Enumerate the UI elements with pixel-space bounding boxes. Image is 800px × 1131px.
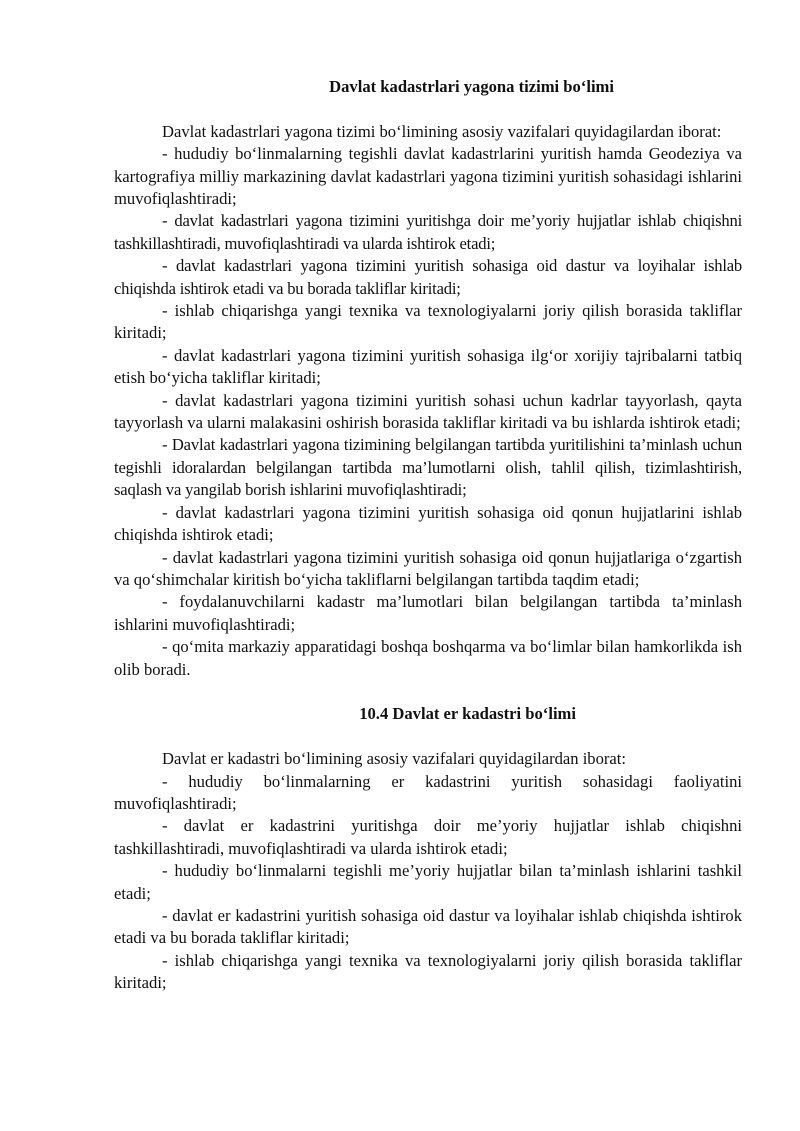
list-item: - davlat kadastrlari yagona tizimini yuritish sohasi uchun kadrlar tayyorlash, qayta tayyorlash va ularni malakasini oshirish borasida takliflar kiritadi va bu ishlarda ishtirok etadi; [114, 390, 742, 433]
list-item: - davlat kadastrlari yagona tizimini yuritish sohasiga ilg‘or xorijiy tajribalarni tatbiq etish bo‘yicha takliflar kiritadi; [114, 345, 742, 388]
list-item: - davlat kadastrlari yagona tizimini yuritishga doir me’yoriy hujjatlar ishlab chiqishni tashkillashtiradi, muvofiqlashtiradi va ularda ishtirok etadi; [114, 211, 742, 253]
section-title: Davlat kadastrlari yagona tizimi bo‘limi [329, 77, 614, 96]
paragraph: Davlat kadastrlari yagona tizimi bo‘limining asosiy vazifalari quyidagilardan iborat: [162, 121, 722, 141]
section-title: 10.4 Davlat er kadastri bo‘limi [359, 704, 576, 724]
spacer [114, 98, 742, 120]
spacer [114, 681, 742, 703]
list-item: - hududiy bo‘linmalarni tegishli me’yoriy hujjatlar bilan ta’minlash ishlarini tashkil etadi; [114, 861, 742, 903]
list-item: - qo‘mita markaziy apparatidagi boshqa boshqarma va bo‘limlar bilan hamkorlikda ish olib boradi. [114, 637, 742, 679]
list-item: - davlat er kadastrini yuritishga doir me’yoriy hujjatlar ishlab chiqishni tashkillashtiradi, muvofiqlashtiradi va ularda ishtirok etadi; [114, 816, 742, 858]
document-page [114, 76, 742, 995]
list-item: - davlat kadastrlari yagona tizimini yuritish sohasiga oid dastur va loyihalar ishlab chiqishda ishtirok etadi va bu borada takliflar kiritadi; [114, 256, 742, 298]
list-item: - hududiy bo‘linmalarning tegishli davlat kadastrlarini yuritish hamda Geodeziya va kartografiya milliy markazining davlat kadastrlari yagona tizimini yuritish sohasidagi ishlarini muvofiqlashtiradi; [114, 144, 742, 209]
list-item: - Davlat kadastrlari yagona tizimining belgilangan tartibda yuritilishini ta’minlash uchun tegishli idoralardan belgilangan tartibda ma’lumotlarni olish, tahlil qilish, tizimlashtirish, saqlash va yangilab borish ishlarini muvofiqlashtiradi; [114, 435, 742, 500]
list-item: - foydalanuvchilarni kadastr ma’lumotlari bilan belgilangan tartibda ta’minlash ishlarini muvofiqlashtiradi; [114, 592, 742, 634]
list-item: - hududiy bo‘linmalarning er kadastrini yuritish sohasidagi faoliyatini muvofiqlashtiradi; [114, 771, 742, 813]
list-item: - ishlab chiqarishga yangi texnika va texnologiyalarni joriy qilish borasida takliflar kiritadi; [114, 950, 742, 993]
list-item: - davlat kadastrlari yagona tizimini yuritish sohasiga oid qonun hujjatlarini ishlab chiqishda ishtirok etadi; [114, 502, 742, 545]
list-item: - ishlab chiqarishga yangi texnika va texnologiyalarni joriy qilish borasida takliflar kiritadi; [114, 301, 742, 343]
paragraph: Davlat er kadastri bo‘limining asosiy vazifalari quyidagilardan iborat: [162, 749, 627, 769]
list-item: - davlat er kadastrini yuritish sohasiga oid dastur va loyihalar ishlab chiqishda ishtirok etadi va bu borada takliflar kiritadi; [114, 905, 742, 948]
list-item: - davlat kadastrlari yagona tizimini yuritish sohasiga oid qonun hujjatlariga o‘zgartish va qo‘shimchalar kiritish bo‘yicha takliflarni belgilangan tartibda taqdim etadi; [114, 547, 742, 589]
spacer [114, 726, 742, 748]
